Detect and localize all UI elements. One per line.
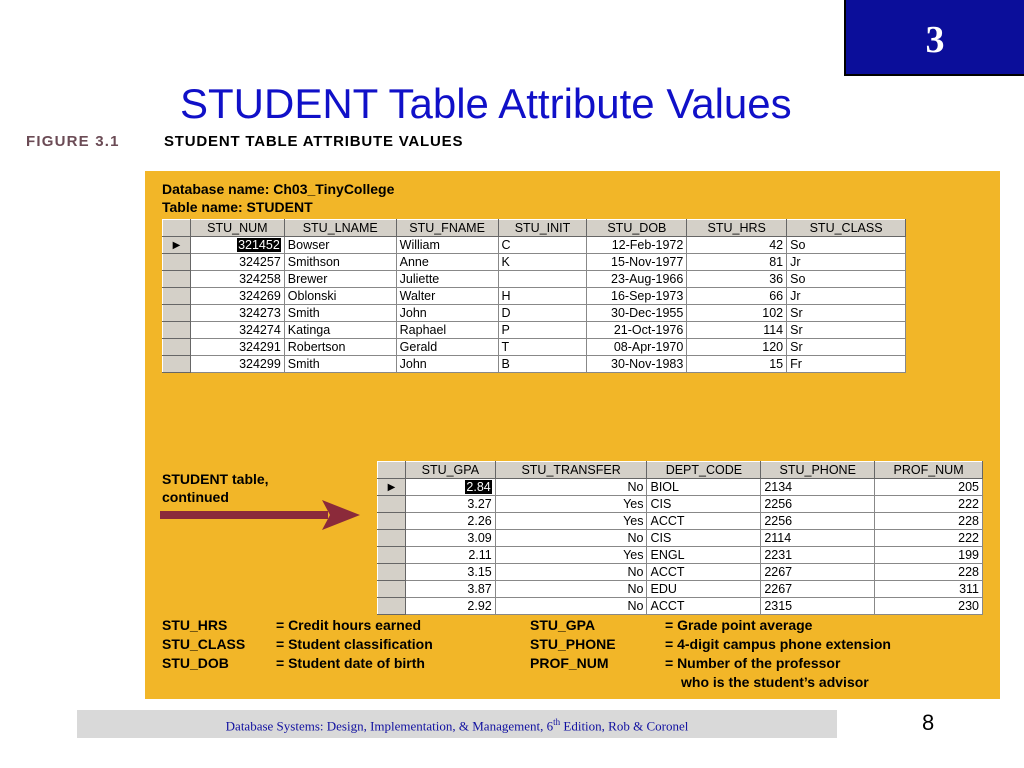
table-cell[interactable]: Raphael bbox=[396, 322, 498, 339]
table-cell[interactable]: John bbox=[396, 356, 498, 373]
table-row bbox=[378, 547, 983, 564]
table-cell[interactable]: 228 bbox=[875, 564, 983, 581]
row-selector[interactable] bbox=[378, 564, 406, 581]
table-cell[interactable]: 2315 bbox=[761, 598, 875, 615]
legend-term: PROF_NUM bbox=[530, 655, 609, 671]
table-cell[interactable]: 2134 bbox=[761, 479, 875, 496]
table-cell[interactable]: 2.26 bbox=[405, 513, 495, 530]
footer-bar bbox=[77, 710, 837, 738]
table-cell[interactable]: No bbox=[495, 530, 647, 547]
table-cell[interactable]: 311 bbox=[875, 581, 983, 598]
table-cell[interactable]: 324258 bbox=[190, 271, 284, 288]
student-table-part1 bbox=[162, 219, 906, 373]
row-selector[interactable] bbox=[163, 271, 191, 288]
table-cell[interactable]: No bbox=[495, 581, 647, 598]
table-cell[interactable]: 2267 bbox=[761, 581, 875, 598]
table-cell[interactable]: ACCT bbox=[647, 513, 761, 530]
table-cell[interactable]: No bbox=[495, 479, 647, 496]
column-header: PROF_NUM bbox=[875, 462, 983, 479]
table-cell[interactable]: 15 bbox=[687, 356, 787, 373]
footer-citation bbox=[77, 717, 837, 734]
row-selector[interactable] bbox=[378, 496, 406, 513]
figure-title: STUDENT TABLE ATTRIBUTE VALUES bbox=[164, 133, 464, 150]
row-selector-header bbox=[163, 220, 191, 237]
row-selector[interactable] bbox=[163, 356, 191, 373]
column-header: STU_DOB bbox=[587, 220, 687, 237]
table-row bbox=[378, 581, 983, 598]
table-cell[interactable]: Yes bbox=[495, 496, 647, 513]
current-record-triangle-icon: ▶ bbox=[387, 481, 396, 493]
chapter-number-box bbox=[844, 0, 1024, 76]
table-cell[interactable]: Gerald bbox=[396, 339, 498, 356]
table-cell[interactable]: EDU bbox=[647, 581, 761, 598]
table-cell[interactable]: Walter bbox=[396, 288, 498, 305]
table-cell[interactable] bbox=[498, 271, 587, 288]
table-cell[interactable]: D bbox=[498, 305, 587, 322]
column-header: STU_PHONE bbox=[761, 462, 875, 479]
table-cell[interactable] bbox=[405, 479, 495, 496]
table-cell[interactable]: Jr bbox=[787, 288, 906, 305]
column-header: STU_NUM bbox=[190, 220, 284, 237]
table-cell[interactable]: 324291 bbox=[190, 339, 284, 356]
right-arrow-icon bbox=[160, 498, 362, 532]
legend-definition: = Number of the professor bbox=[665, 655, 841, 671]
table-cell[interactable]: CIS bbox=[647, 496, 761, 513]
table-cell[interactable]: 30-Dec-1955 bbox=[587, 305, 687, 322]
row-selector[interactable] bbox=[163, 322, 191, 339]
table-cell[interactable]: Yes bbox=[495, 513, 647, 530]
table-row bbox=[163, 322, 906, 339]
table-cell[interactable]: Sr bbox=[787, 322, 906, 339]
table-cell[interactable]: 81 bbox=[687, 254, 787, 271]
table-cell[interactable]: 3.09 bbox=[405, 530, 495, 547]
column-header: STU_TRANSFER bbox=[495, 462, 647, 479]
table-row bbox=[163, 237, 906, 254]
table-cell[interactable]: 15-Nov-1977 bbox=[587, 254, 687, 271]
table-row bbox=[163, 271, 906, 288]
column-header: STU_FNAME bbox=[396, 220, 498, 237]
slide-title: STUDENT Table Attribute Values bbox=[180, 80, 792, 127]
legend-row bbox=[162, 654, 433, 673]
table-cell[interactable]: So bbox=[787, 271, 906, 288]
table-cell[interactable]: 222 bbox=[875, 496, 983, 513]
row-selector[interactable] bbox=[163, 237, 191, 254]
table-cell[interactable]: 2.11 bbox=[405, 547, 495, 564]
table-cell[interactable]: John bbox=[396, 305, 498, 322]
table-cell[interactable]: Katinga bbox=[284, 322, 396, 339]
table-row bbox=[378, 598, 983, 615]
table-cell[interactable]: B bbox=[498, 356, 587, 373]
legend-right bbox=[530, 616, 891, 692]
table-cell[interactable]: ENGL bbox=[647, 547, 761, 564]
table-cell[interactable]: Jr bbox=[787, 254, 906, 271]
table-cell[interactable]: Robertson bbox=[284, 339, 396, 356]
table-cell[interactable]: Smith bbox=[284, 305, 396, 322]
table-cell[interactable]: Sr bbox=[787, 305, 906, 322]
selected-cell-value: 321452 bbox=[238, 237, 280, 252]
table-cell[interactable]: Oblonski bbox=[284, 288, 396, 305]
legend-row bbox=[162, 635, 433, 654]
row-selector[interactable] bbox=[378, 530, 406, 547]
legend-row bbox=[530, 616, 891, 635]
database-name: Database name: Ch03_TinyCollege bbox=[162, 181, 395, 197]
row-selector[interactable] bbox=[378, 598, 406, 615]
table-cell[interactable]: 12-Feb-1972 bbox=[587, 237, 687, 254]
table-cell[interactable]: 205 bbox=[875, 479, 983, 496]
table-cell[interactable]: William bbox=[396, 237, 498, 254]
legend-term: STU_PHONE bbox=[530, 636, 616, 652]
row-selector[interactable] bbox=[378, 581, 406, 598]
column-header: STU_LNAME bbox=[284, 220, 396, 237]
table-cell[interactable]: No bbox=[495, 598, 647, 615]
table-row bbox=[378, 513, 983, 530]
table-cell[interactable]: 199 bbox=[875, 547, 983, 564]
table-cell[interactable]: No bbox=[495, 564, 647, 581]
legend-row bbox=[530, 654, 891, 673]
legend-left bbox=[162, 616, 433, 673]
table-cell[interactable]: 2231 bbox=[761, 547, 875, 564]
table-cell[interactable] bbox=[190, 237, 284, 254]
row-selector-header bbox=[378, 462, 406, 479]
table-cell[interactable]: 66 bbox=[687, 288, 787, 305]
table-cell[interactable]: 2256 bbox=[761, 496, 875, 513]
page-number: 8 bbox=[922, 710, 935, 735]
table-cell[interactable]: Smith bbox=[284, 356, 396, 373]
legend-definition: = 4-digit campus phone extension bbox=[665, 636, 891, 652]
legend-term: STU_DOB bbox=[162, 655, 229, 671]
table-cell[interactable]: 3.87 bbox=[405, 581, 495, 598]
column-header: STU_CLASS bbox=[787, 220, 906, 237]
table-name: Table name: STUDENT bbox=[162, 199, 313, 215]
table-row bbox=[163, 305, 906, 322]
row-selector[interactable] bbox=[378, 513, 406, 530]
table-cell[interactable]: CIS bbox=[647, 530, 761, 547]
table-row bbox=[378, 564, 983, 581]
table-cell[interactable]: 230 bbox=[875, 598, 983, 615]
table-cell[interactable]: 42 bbox=[687, 237, 787, 254]
table-cell[interactable]: So bbox=[787, 237, 906, 254]
row-selector[interactable] bbox=[163, 305, 191, 322]
table-cell[interactable]: T bbox=[498, 339, 587, 356]
table-cell[interactable]: Sr bbox=[787, 339, 906, 356]
legend-row bbox=[162, 616, 433, 635]
table-cell[interactable]: 30-Nov-1983 bbox=[587, 356, 687, 373]
column-header: DEPT_CODE bbox=[647, 462, 761, 479]
row-selector[interactable] bbox=[378, 547, 406, 564]
table-cell[interactable]: 3.15 bbox=[405, 564, 495, 581]
table-row bbox=[378, 496, 983, 513]
footer-text-before: Database Systems: Design, Implementation, & Management, 6 bbox=[225, 718, 554, 734]
table-cell[interactable]: 36 bbox=[687, 271, 787, 288]
table-cell[interactable]: 324274 bbox=[190, 322, 284, 339]
table-row bbox=[378, 479, 983, 496]
row-selector[interactable] bbox=[163, 254, 191, 271]
table-cell[interactable]: 21-Oct-1976 bbox=[587, 322, 687, 339]
student-table-part2 bbox=[377, 461, 983, 615]
table-cell[interactable]: BIOL bbox=[647, 479, 761, 496]
table-cell[interactable]: ACCT bbox=[647, 564, 761, 581]
legend-definition: = Credit hours earned bbox=[276, 617, 422, 633]
column-header: STU_GPA bbox=[405, 462, 495, 479]
legend-definition: = Student date of birth bbox=[276, 655, 425, 671]
continued-label-line2: continued bbox=[162, 489, 229, 505]
legend-definition: = Grade point average bbox=[665, 617, 813, 633]
continued-label-line1: STUDENT table, bbox=[162, 471, 269, 487]
table-cell[interactable]: ACCT bbox=[647, 598, 761, 615]
legend-term: STU_CLASS bbox=[162, 636, 246, 652]
table-row bbox=[163, 288, 906, 305]
table-cell[interactable]: 3.27 bbox=[405, 496, 495, 513]
table-cell[interactable]: H bbox=[498, 288, 587, 305]
table-cell[interactable]: 23-Aug-1966 bbox=[587, 271, 687, 288]
figure-label: FIGURE 3.1 bbox=[26, 133, 120, 150]
row-selector[interactable] bbox=[378, 479, 406, 496]
table-cell[interactable]: 324257 bbox=[190, 254, 284, 271]
table-cell[interactable]: 228 bbox=[875, 513, 983, 530]
row-selector[interactable] bbox=[163, 339, 191, 356]
selected-cell-value: 2.84 bbox=[466, 479, 491, 494]
legend-term: STU_HRS bbox=[162, 617, 228, 633]
table-cell[interactable]: Yes bbox=[495, 547, 647, 564]
table-cell[interactable]: 2267 bbox=[761, 564, 875, 581]
table-cell[interactable]: C bbox=[498, 237, 587, 254]
legend-term: STU_GPA bbox=[530, 617, 596, 633]
table-cell[interactable]: Brewer bbox=[284, 271, 396, 288]
table-cell[interactable]: K bbox=[498, 254, 587, 271]
row-selector[interactable] bbox=[163, 288, 191, 305]
table-row bbox=[163, 356, 906, 373]
column-header: STU_INIT bbox=[498, 220, 587, 237]
footer-text-after: Edition, Rob & Coronel bbox=[560, 718, 689, 734]
table-cell[interactable]: Juliette bbox=[396, 271, 498, 288]
table-cell[interactable]: 114 bbox=[687, 322, 787, 339]
table-cell[interactable]: 120 bbox=[687, 339, 787, 356]
legend-row bbox=[530, 635, 891, 654]
table-cell[interactable]: Anne bbox=[396, 254, 498, 271]
table-cell[interactable]: 2256 bbox=[761, 513, 875, 530]
table-cell[interactable]: 324269 bbox=[190, 288, 284, 305]
table-cell[interactable]: Fr bbox=[787, 356, 906, 373]
table-cell[interactable]: 102 bbox=[687, 305, 787, 322]
table-row bbox=[378, 530, 983, 547]
table-cell[interactable]: Smithson bbox=[284, 254, 396, 271]
current-record-triangle-icon: ▶ bbox=[172, 239, 181, 251]
legend-definition: = Student classification bbox=[276, 636, 433, 652]
table-cell[interactable]: 2114 bbox=[761, 530, 875, 547]
table-cell[interactable]: P bbox=[498, 322, 587, 339]
table-cell[interactable]: Bowser bbox=[284, 237, 396, 254]
column-header: STU_HRS bbox=[687, 220, 787, 237]
table-cell[interactable]: 324299 bbox=[190, 356, 284, 373]
table-row bbox=[163, 254, 906, 271]
table-row bbox=[163, 339, 906, 356]
table-cell[interactable]: 08-Apr-1970 bbox=[587, 339, 687, 356]
table-cell[interactable]: 16-Sep-1973 bbox=[587, 288, 687, 305]
table-cell[interactable]: 2.92 bbox=[405, 598, 495, 615]
table-cell[interactable]: 222 bbox=[875, 530, 983, 547]
table-cell[interactable]: 324273 bbox=[190, 305, 284, 322]
legend-right-continuation: who is the student’s advisor bbox=[681, 674, 869, 690]
chapter-number: 3 bbox=[925, 19, 945, 61]
footer-superscript: th bbox=[553, 717, 561, 727]
